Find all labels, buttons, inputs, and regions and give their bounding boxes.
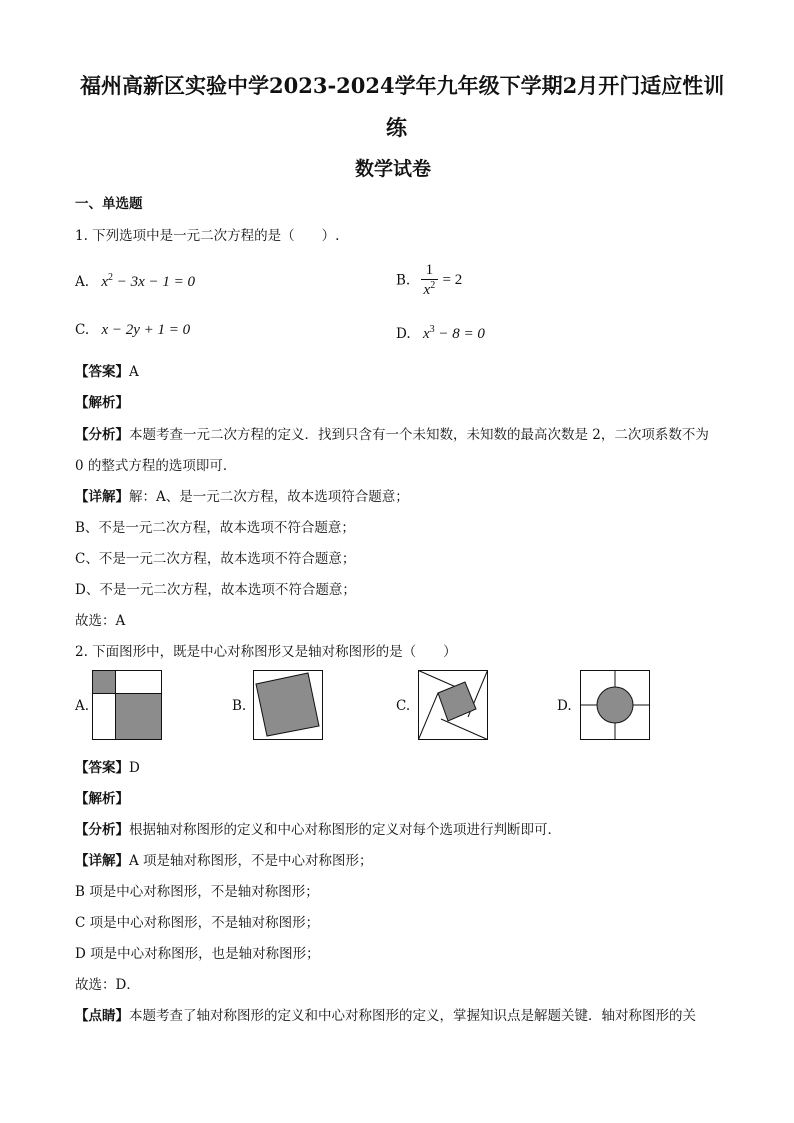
q2-detail-line: D 项是中心对称图形，也是轴对称图形； [75, 946, 320, 962]
q1-detail [75, 485, 409, 505]
q2-option-c-label: C. [396, 698, 411, 714]
q2-detail [75, 849, 373, 869]
q1-option-b-label: B. [396, 272, 411, 289]
q1-option-c-label: C. [75, 322, 90, 338]
q2-fenxi-tag: 【分析】 [75, 822, 129, 838]
page-title-continued: 练 [386, 115, 407, 140]
q1-option-a-label: A. [75, 274, 90, 290]
q1-detail-text: 解：A、是一元二次方程，故本选项符合题意； [129, 489, 409, 505]
q2-point-tag: 【点睛】 [75, 1008, 129, 1024]
q1-b-denominator [421, 279, 439, 299]
q1-fenxi [75, 423, 709, 443]
q1-fenxi-cont: 0 的整式方程的选项即可． [75, 458, 237, 474]
q1-answer-value: A [129, 364, 139, 380]
section-heading: 一、单选题 [75, 196, 143, 212]
q2-answer-value: D [129, 760, 140, 776]
q1-detail-line: D、不是一元二次方程，故本选项不符合题意； [75, 582, 356, 598]
q1-b-numerator: 1 [425, 262, 434, 278]
q1-fenxi-text: 本题考查一元二次方程的定义．找到只含有一个未知数，未知数的最高次数是 2，二次项系数不为 [129, 427, 709, 443]
q2-point-text: 本题考查了轴对称图形的定义和中心对称图形的定义，掌握知识点是解题关键．轴对称图形的关 [129, 1008, 696, 1024]
q1-a-var: x [101, 274, 109, 290]
q1-option-a-expr [101, 274, 195, 290]
question-2-stem: 2. 下面图形中，既是中心对称图形又是轴对称图形的是（ ） [75, 644, 457, 660]
q2-fenxi-text: 根据轴对称图形的定义和中心对称图形的定义对每个选项进行判断即可． [129, 822, 561, 838]
q1-option-b [396, 262, 462, 299]
page-title: 福州高新区实验中学2023-2024学年九年级下学期2月开门适应性训 [80, 73, 725, 98]
q1-d-var: x [422, 326, 430, 342]
q2-fenxi [75, 818, 561, 838]
q2-figure-b [253, 670, 323, 740]
q2-detail-line: B 项是中心对称图形，不是轴对称图形； [75, 884, 319, 900]
q2-figure-d [580, 670, 650, 740]
q1-b-den-var: x [423, 282, 431, 298]
q2-conclusion: 故选：D． [75, 977, 140, 993]
q2-detail-line: C 项是中心对称图形，不是轴对称图形； [75, 915, 320, 931]
q2-detail-tag: 【详解】 [75, 853, 129, 869]
q2-answer-tag: 【答案】 [75, 760, 129, 776]
q1-option-a [75, 272, 195, 291]
q1-conclusion: 故选：A [75, 613, 126, 629]
q1-detail-line: C、不是一元二次方程，故本选项不符合题意； [75, 551, 356, 567]
q1-fenxi-tag: 【分析】 [75, 427, 129, 443]
page-subtitle: 数学试卷 [355, 158, 432, 180]
q2-analysis-tag: 【解析】 [75, 791, 129, 807]
q2-option-b-label: B. [232, 698, 247, 714]
q1-answer-tag: 【答案】 [75, 364, 129, 380]
q1-option-d [396, 324, 485, 343]
q2-figure-c [418, 670, 488, 740]
q2-detail-text: A 项是轴对称图形，不是中心对称图形； [129, 853, 373, 869]
q1-option-b-fraction [421, 262, 439, 299]
q1-option-c [75, 322, 190, 339]
q1-b-den-exp: 2 [430, 280, 436, 291]
q1-detail-tag: 【详解】 [75, 489, 129, 505]
q2-figure-a [92, 670, 162, 740]
q1-a-exp: 2 [108, 272, 114, 283]
q1-option-d-label: D. [396, 326, 411, 342]
q2-answer [75, 756, 140, 776]
q1-d-rest: − 8 = 0 [434, 326, 485, 342]
q1-option-d-expr [423, 326, 485, 342]
q1-option-c-expr: x − 2y + 1 = 0 [101, 322, 191, 338]
q2-point [75, 1004, 696, 1024]
q1-b-rhs: = 2 [442, 272, 463, 288]
q1-answer [75, 360, 139, 380]
question-1-stem: 1. 下列选项中是一元二次方程的是（ ）. [75, 228, 340, 244]
q1-d-exp: 3 [429, 324, 435, 335]
q2-option-d-label: D. [557, 698, 572, 714]
q1-a-rest: − 3x − 1 = 0 [113, 274, 196, 290]
q1-analysis-tag: 【解析】 [75, 395, 129, 411]
q1-detail-line: B、不是一元二次方程，故本选项不符合题意； [75, 520, 355, 536]
q2-option-a-label: A. [75, 698, 90, 714]
